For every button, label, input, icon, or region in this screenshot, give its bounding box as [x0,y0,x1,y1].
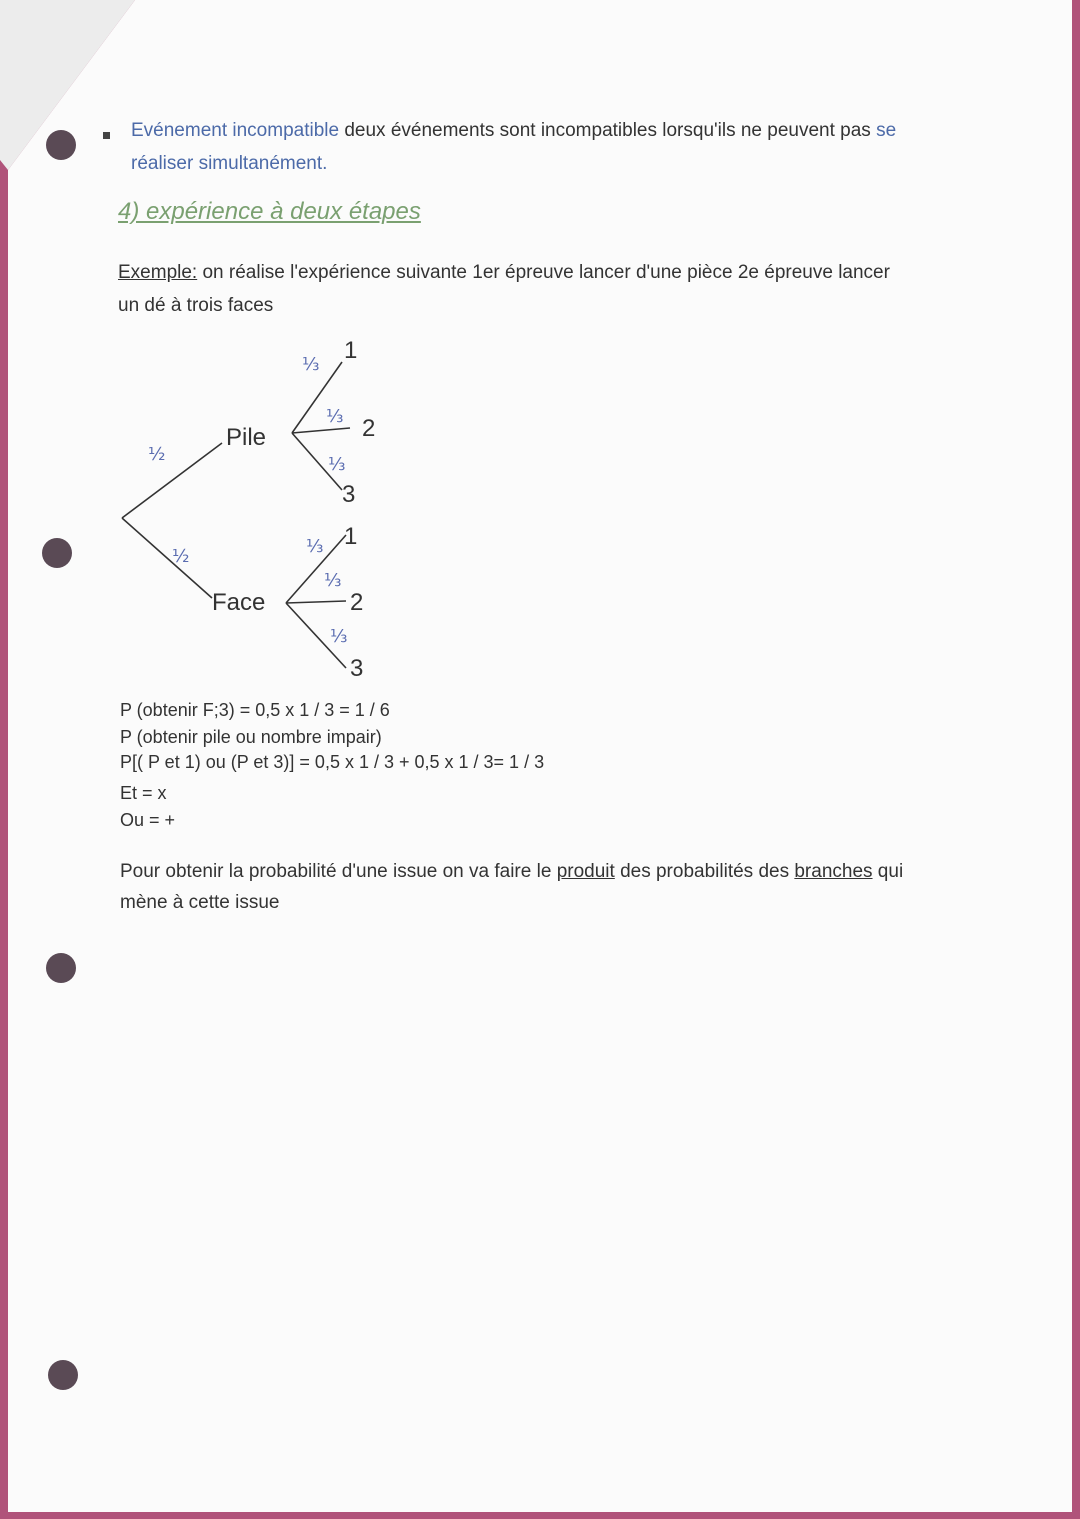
definition-body-2: se réaliser simultanément. [131,120,897,174]
example-text: on réalise l'expérience suivante 1er épreuve lancer d'une pièce 2e épreuve lancer un dé à trois faces [118,262,890,316]
node-pile-2: 2 [362,415,376,442]
branch-root-face [122,518,212,598]
node-face: Face [212,589,266,616]
definition-term: Evénement incompatible [131,120,340,141]
branch-face-2 [286,601,346,603]
section-title: 4) expérience à deux étapes [118,198,421,225]
conclusion-text-1: Pour obtenir la probabilité d'une issue on va faire le [120,861,557,882]
node-pile: Pile [226,424,267,451]
formula-line: P (obtenir pile ou nombre impair) [120,727,382,747]
punch-hole [46,130,76,160]
node-face-3: 3 [350,655,364,682]
punch-hole [42,538,72,568]
punch-hole [46,953,76,983]
probability-tree [110,330,410,690]
node-face-2: 2 [350,589,364,616]
conclusion-text-3: qui mène à cette issue [120,861,904,913]
prob-face-1: ⅓ [306,536,324,557]
prob-pile-2: ⅓ [326,406,344,427]
node-face-1: 1 [344,523,358,550]
branch-root-pile [122,443,222,518]
node-pile-1: 1 [344,337,358,364]
prob-pile-1: ⅓ [302,354,320,375]
conclusion-paragraph [120,856,920,918]
branch-pile-2 [292,428,350,433]
prob-pile-3: ⅓ [328,454,346,475]
formula-line: Et = x [120,783,167,803]
punch-hole [48,1360,78,1390]
conclusion-underline-produit: produit [556,861,615,882]
definition-text [131,114,931,180]
example-label: Exemple: [118,262,198,283]
conclusion-text-2: des probabilités des [614,861,795,882]
conclusion-underline-branches: branches [794,861,873,882]
prob-face-2: ⅓ [324,570,342,591]
prob-face-3: ⅓ [330,626,348,647]
example-paragraph [118,256,898,322]
node-pile-3: 3 [342,481,356,508]
prob-pile: ½ [148,444,166,465]
definition-body-1: deux événements sont incompatibles lorsqu'ils ne peuvent pas [339,120,877,141]
formula-line: Ou = + [120,810,176,830]
formula-line: P (obtenir F;3) = 0,5 x 1 / 3 = 1 / 6 [120,700,390,720]
prob-face: ½ [172,546,190,567]
formula-line: P[( P et 1) ou (P et 3)] = 0,5 x 1 / 3 + 0,5 x 1 / 3= 1 / 3 [120,752,545,772]
bullet-square [103,132,110,139]
